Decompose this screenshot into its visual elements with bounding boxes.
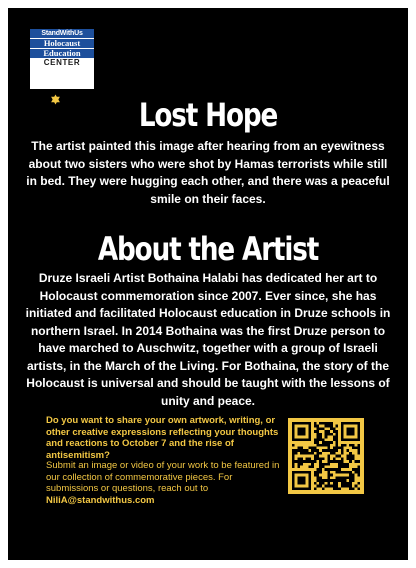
- lost-hope-description: The artist painted this image after hearing from an eyewitness about two sisters who were shot by Hamas terrorists while still in bed. They were hugging each other, and there was a peaceful smile on their faces.: [26, 139, 390, 206]
- title-about-artist: About the Artist: [97, 230, 319, 268]
- qr-code-pattern: [292, 422, 360, 490]
- standwithus-logo: [30, 29, 94, 89]
- logo-holocaust: Holocaust: [30, 39, 94, 48]
- qr-code-icon[interactable]: [288, 418, 364, 494]
- title-lost-hope: Lost Hope: [138, 96, 278, 134]
- submission-text: Submit an image or video of your work to be featured in our collection of commemorative pieces. For submissions or questions, reach out to: [46, 460, 280, 494]
- logo-education: Education: [30, 49, 94, 58]
- poster-card: [8, 8, 408, 560]
- contact-email[interactable]: NiliA@standwithus.com: [46, 494, 155, 506]
- logo-brand: StandWithUs: [30, 29, 94, 38]
- artist-bio: Druze Israeli Artist Bothaina Halabi has dedicated her art to Holocaust commemoration since 2007. Ever since, she has initiated and facilitated Holocaust education in Druze schools in northern Israel. In 2014 Bothaina was the first Druze person to have marched to Auschwitz, together with a group of Israeli artists, in the March of the Living. For Bothaina, the story of the Holocaust is universal and should be taught with the lessons of unity and peace.: [25, 271, 391, 408]
- call-to-action: Do you want to share your own artwork, writing, or other creative expressions reflecting your thoughts and reactions to October 7 and the rise of antisemitism?: [46, 415, 279, 461]
- submission-note: [46, 460, 286, 506]
- logo-center: CENTER: [43, 58, 81, 67]
